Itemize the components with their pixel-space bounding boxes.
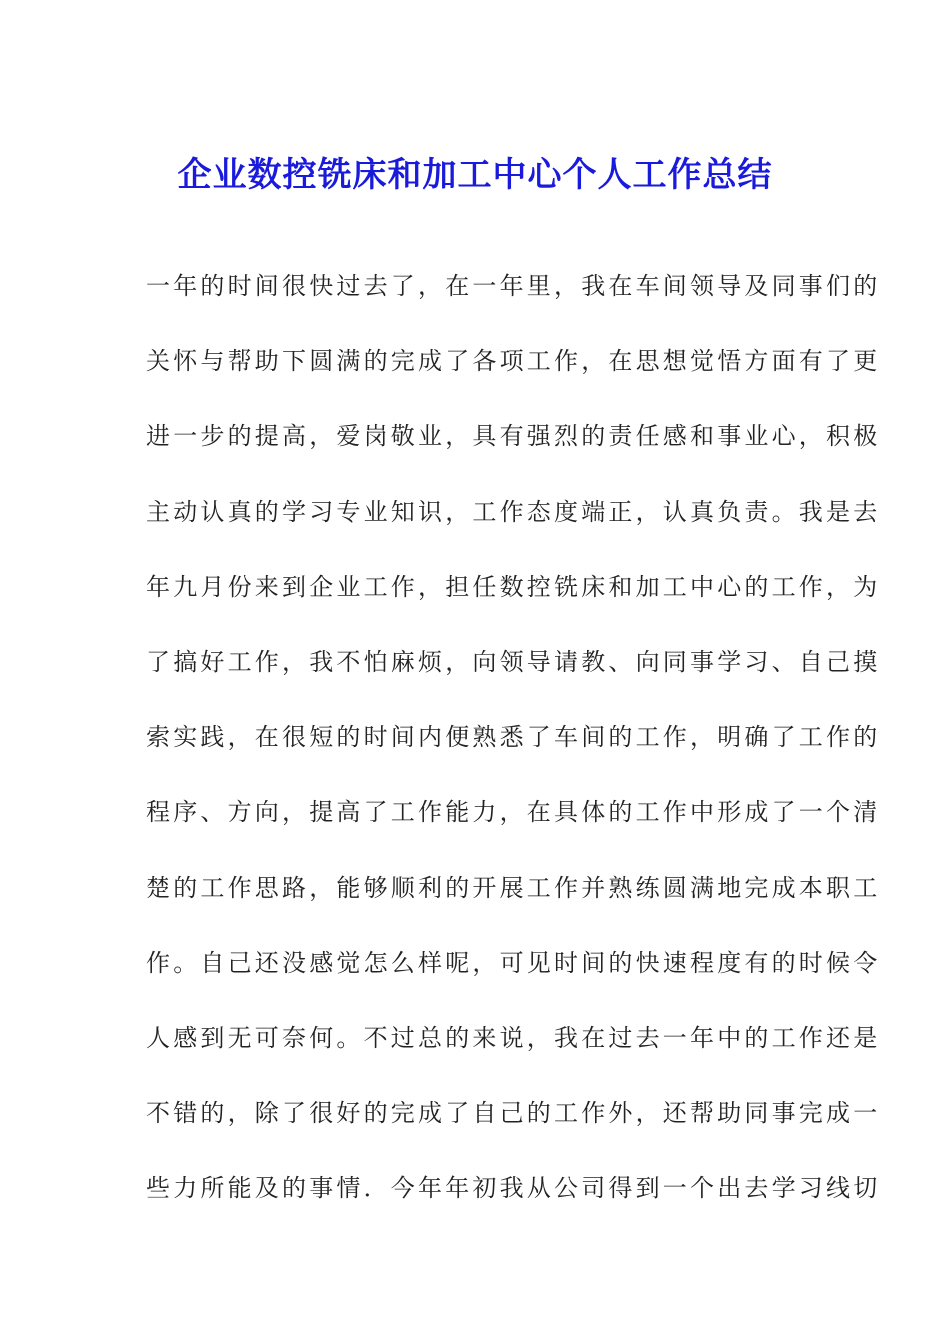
document-title: 企业数控铣床和加工中心个人工作总结 [177,154,773,195]
paragraph-line: 年九月份来到企业工作，担任数控铣床和加工中心的工作，为 [146,572,881,601]
body-paragraph [146,264,881,1241]
paragraph-line: 不错的，除了很好的完成了自己的工作外，还帮助同事完成一 [146,1099,881,1128]
paragraph-line: 主动认真的学习专业知识，工作态度端正，认真负责。我是去 [146,497,881,526]
paragraph-line: 些力所能及的事情．今年年初我从公司得到一个出去学习线切 [146,1174,881,1203]
paragraph-line: 人感到无可奈何。不过总的来说，我在过去一年中的工作还是 [146,1023,881,1052]
paragraph-line: 索实践，在很短的时间内便熟悉了车间的工作，明确了工作的 [146,723,881,752]
paragraph-line: 楚的工作思路，能够顺利的开展工作并熟练圆满地完成本职工 [146,873,881,902]
paragraph-line: 关怀与帮助下圆满的完成了各项工作，在思想觉悟方面有了更 [146,347,881,376]
paragraph-line: 一年的时间很快过去了，在一年里，我在车间领导及同事们的 [146,272,881,300]
paragraph-line: 程序、方向，提高了工作能力，在具体的工作中形成了一个清 [146,798,881,827]
paragraph-line: 进一步的提高，爱岗敬业，具有强烈的责任感和事业心，积极 [146,422,881,451]
paragraph-line: 了搞好工作，我不怕麻烦，向领导请教、向同事学习、自己摸 [146,647,881,676]
paragraph-line: 作。自己还没感觉怎么样呢，可见时间的快速程度有的时候令 [146,948,881,977]
